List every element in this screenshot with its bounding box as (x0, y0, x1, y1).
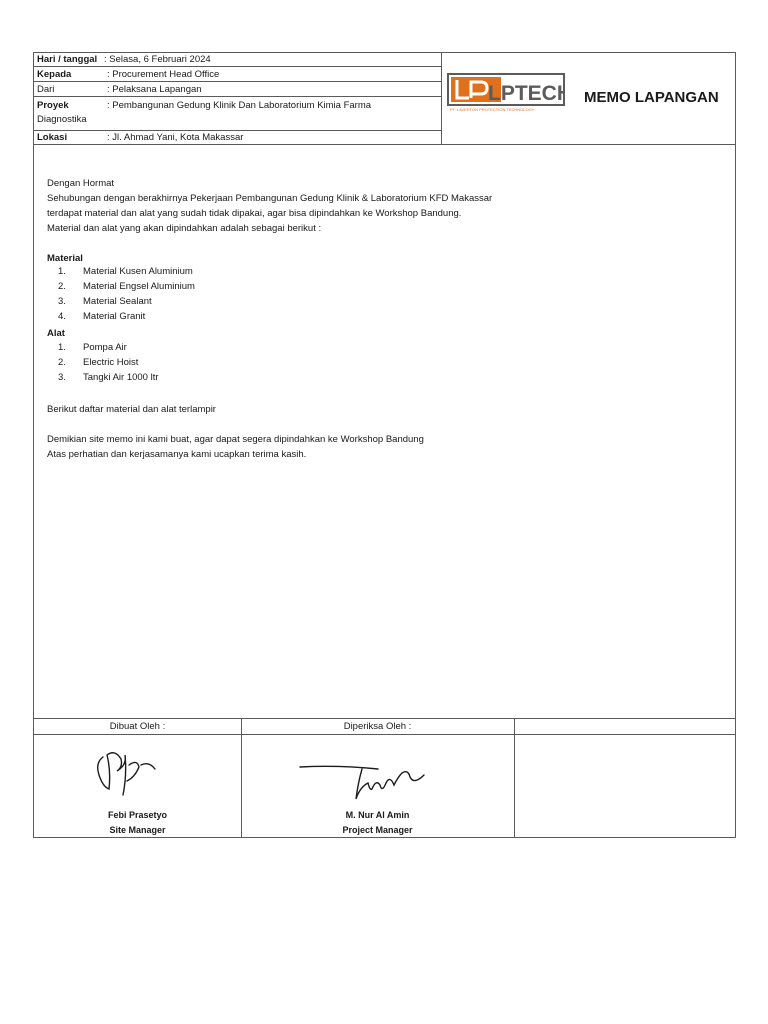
location-value: : Jl. Ahmad Yani, Kota Makassar (107, 132, 244, 143)
list-number: 4. (58, 311, 66, 322)
closing-line: Atas perhatian dan kerjasamanya kami ucapkan terima kasih. (47, 449, 307, 460)
logo-text: LPTECH (488, 82, 565, 105)
company-logo (447, 73, 565, 113)
closing-line: Demikian site memo ini kami buat, agar dapat segera dipindahkan ke Workshop Bandung (47, 434, 424, 445)
attachment-note: Berikut daftar material dan alat terlampir (47, 404, 216, 415)
header-vertical-divider (441, 53, 442, 145)
project-value-cont: Diagnostika (37, 114, 87, 125)
list-label: Material Granit (83, 311, 146, 322)
list-label: Electric Hoist (83, 357, 139, 368)
memo-sheet (33, 52, 736, 838)
project-value: : Pembangunan Gedung Klinik Dan Laboratorium Kimia Farma (107, 100, 372, 111)
signer-2-title: Project Manager (342, 825, 413, 835)
memo-title: MEMO LAPANGAN (584, 89, 719, 106)
header-divider (34, 81, 441, 82)
made-by-label: Dibuat Oleh : (109, 721, 166, 732)
signature-column-divider (514, 718, 515, 838)
date-value: : Selasa, 6 Februari 2024 (104, 54, 211, 65)
list-number: 2. (58, 281, 66, 292)
list-label: Tangki Air 1000 ltr (83, 372, 159, 383)
signature-2-icon (298, 757, 430, 807)
signature-1-icon (89, 741, 169, 811)
signer-2-name: M. Nur Al Amin (345, 810, 410, 820)
signature-top-border (34, 718, 735, 719)
greeting: Dengan Hormat (47, 178, 115, 189)
paragraph-line: terdapat material dan alat yang sudah tidak dipakai, agar bisa dipindahkan ke Workshop Bandung. (47, 208, 462, 219)
logo-tagline: PT. LAVERTON PROTECTION TECHNOLOGY (450, 107, 535, 112)
material-heading: Material (47, 253, 83, 264)
signer-1-title: Site Manager (109, 825, 166, 835)
to-label: Kepada (37, 69, 72, 80)
list-number: 1. (58, 266, 66, 277)
list-number: 3. (58, 372, 66, 383)
list-number: 3. (58, 296, 66, 307)
tools-heading: Alat (47, 328, 65, 339)
project-label: Proyek (37, 100, 69, 111)
list-label: Material Engsel Aluminium (83, 281, 195, 292)
signer-2 (241, 808, 514, 838)
header-divider (34, 66, 441, 67)
signer-1-name: Febi Prasetyo (107, 810, 168, 820)
header-divider (34, 96, 441, 97)
paragraph-line: Sehubungan dengan berakhirnya Pekerjaan Pembangunan Gedung Klinik & Laboratorium KFD Makassar (47, 193, 493, 204)
to-value: : Procurement Head Office (107, 69, 220, 80)
list-number: 2. (58, 357, 66, 368)
list-label: Material Kusen Aluminium (83, 266, 193, 277)
date-label: Hari / tanggal (37, 54, 98, 65)
signer-1 (34, 808, 241, 838)
location-label: Lokasi (37, 132, 68, 143)
checked-by-label: Diperiksa Oleh : (343, 721, 412, 732)
signature-label-divider (34, 734, 735, 735)
from-value: : Pelaksana Lapangan (107, 84, 202, 95)
list-number: 1. (58, 342, 66, 353)
lptech-logo-icon (447, 73, 565, 113)
header-divider (34, 130, 441, 131)
paragraph-line: Material dan alat yang akan dipindahkan adalah sebagai berikut : (47, 223, 322, 234)
from-label: Dari (37, 84, 55, 95)
header-bottom-border (34, 144, 735, 145)
list-label: Material Sealant (83, 296, 152, 307)
list-label: Pompa Air (83, 342, 127, 353)
